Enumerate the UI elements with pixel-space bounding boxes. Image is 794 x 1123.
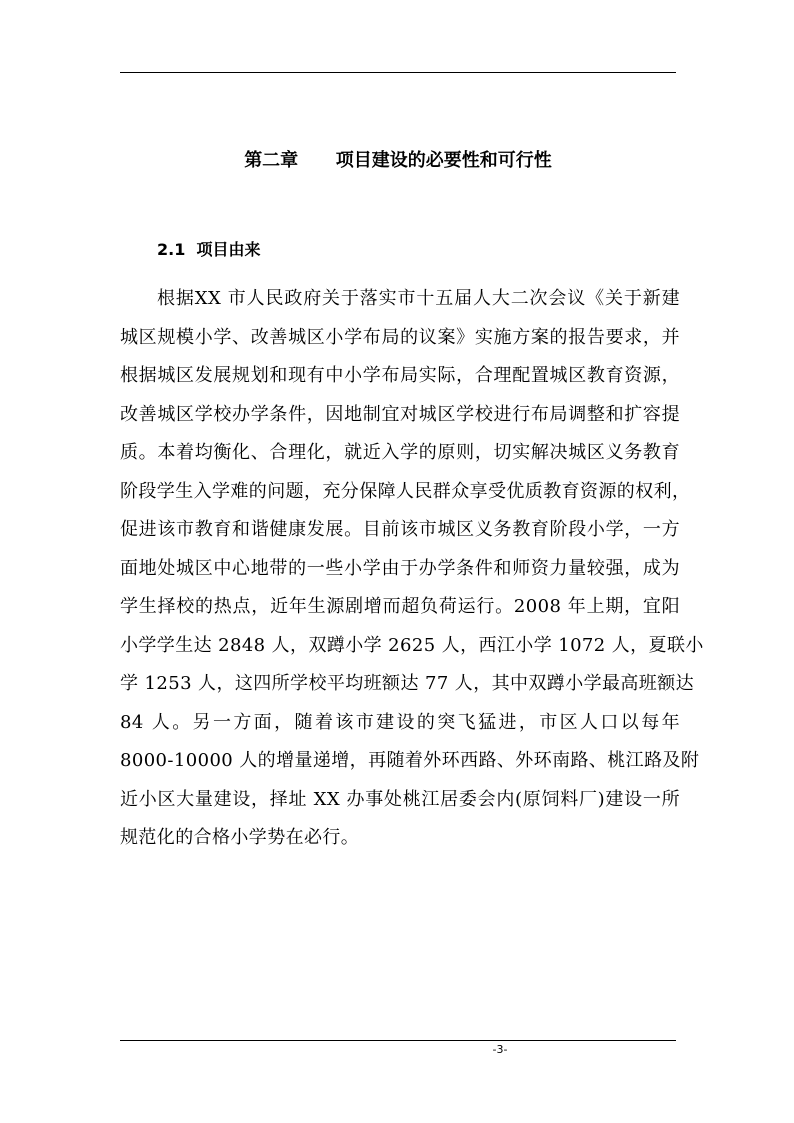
header-rule	[120, 72, 676, 73]
paragraph-line: 阶段学生入学难的问题，充分保障人民群众享受优质教育资源的权利，	[120, 480, 691, 502]
paragraph-line: 规范化的合格小学势在必行。	[120, 827, 360, 848]
paragraph-line: 学生择校的热点，近年生源剧增而超负荷运行。2008 年上期，宜阳	[120, 596, 680, 617]
section-heading: 2.1 项目由来	[157, 240, 261, 259]
page-number: -3-	[492, 1043, 508, 1056]
paragraph-line: 学 1253 人，这四所学校平均班额达 77 人，其中双蹲小学最高班额达	[120, 673, 694, 694]
paragraph-line: 促进该市教育和谐健康发展。目前该市城区义务教育阶段小学，一方	[120, 519, 680, 540]
paragraph-line: 改善城区学校办学条件，因地制宜对城区学校进行布局调整和扩容提	[120, 403, 680, 425]
paragraph-line: 小学学生达 2848 人，双蹲小学 2625 人，西江小学 1072 人，夏联小	[120, 634, 704, 656]
paragraph-line: 8000-10000 人的增量递增，再随着外环西路、外环南路、桃江路及附	[120, 750, 700, 771]
paragraph-line: 城区规模小学、改善城区小学布局的议案》实施方案的报告要求，并	[120, 326, 680, 348]
paragraph-line: 根据XX 市人民政府关于落实市十五届人大二次会议《关于新建	[157, 288, 680, 309]
paragraph-line: 根据城区发展规划和现有中小学布局实际，合理配置城区教育资源，	[120, 365, 680, 386]
footer-rule	[120, 1040, 676, 1041]
paragraph-line: 质。本着均衡化、合理化，就近入学的原则，切实解决城区义务教育	[120, 442, 680, 463]
body-paragraph	[120, 280, 704, 858]
chapter-title: 第二章 项目建设的必要性和可行性	[244, 150, 552, 171]
paragraph-line: 面地处城区中心地带的一些小学由于办学条件和师资力量较强，成为	[120, 557, 680, 579]
paragraph-line: 近小区大量建设，择址 XX 办事处桃江居委会内(原饲料厂)建设一所	[120, 788, 680, 810]
paragraph-line: 84 人。另一方面，随着该市建设的突飞猛进，市区人口以每年	[120, 711, 680, 733]
